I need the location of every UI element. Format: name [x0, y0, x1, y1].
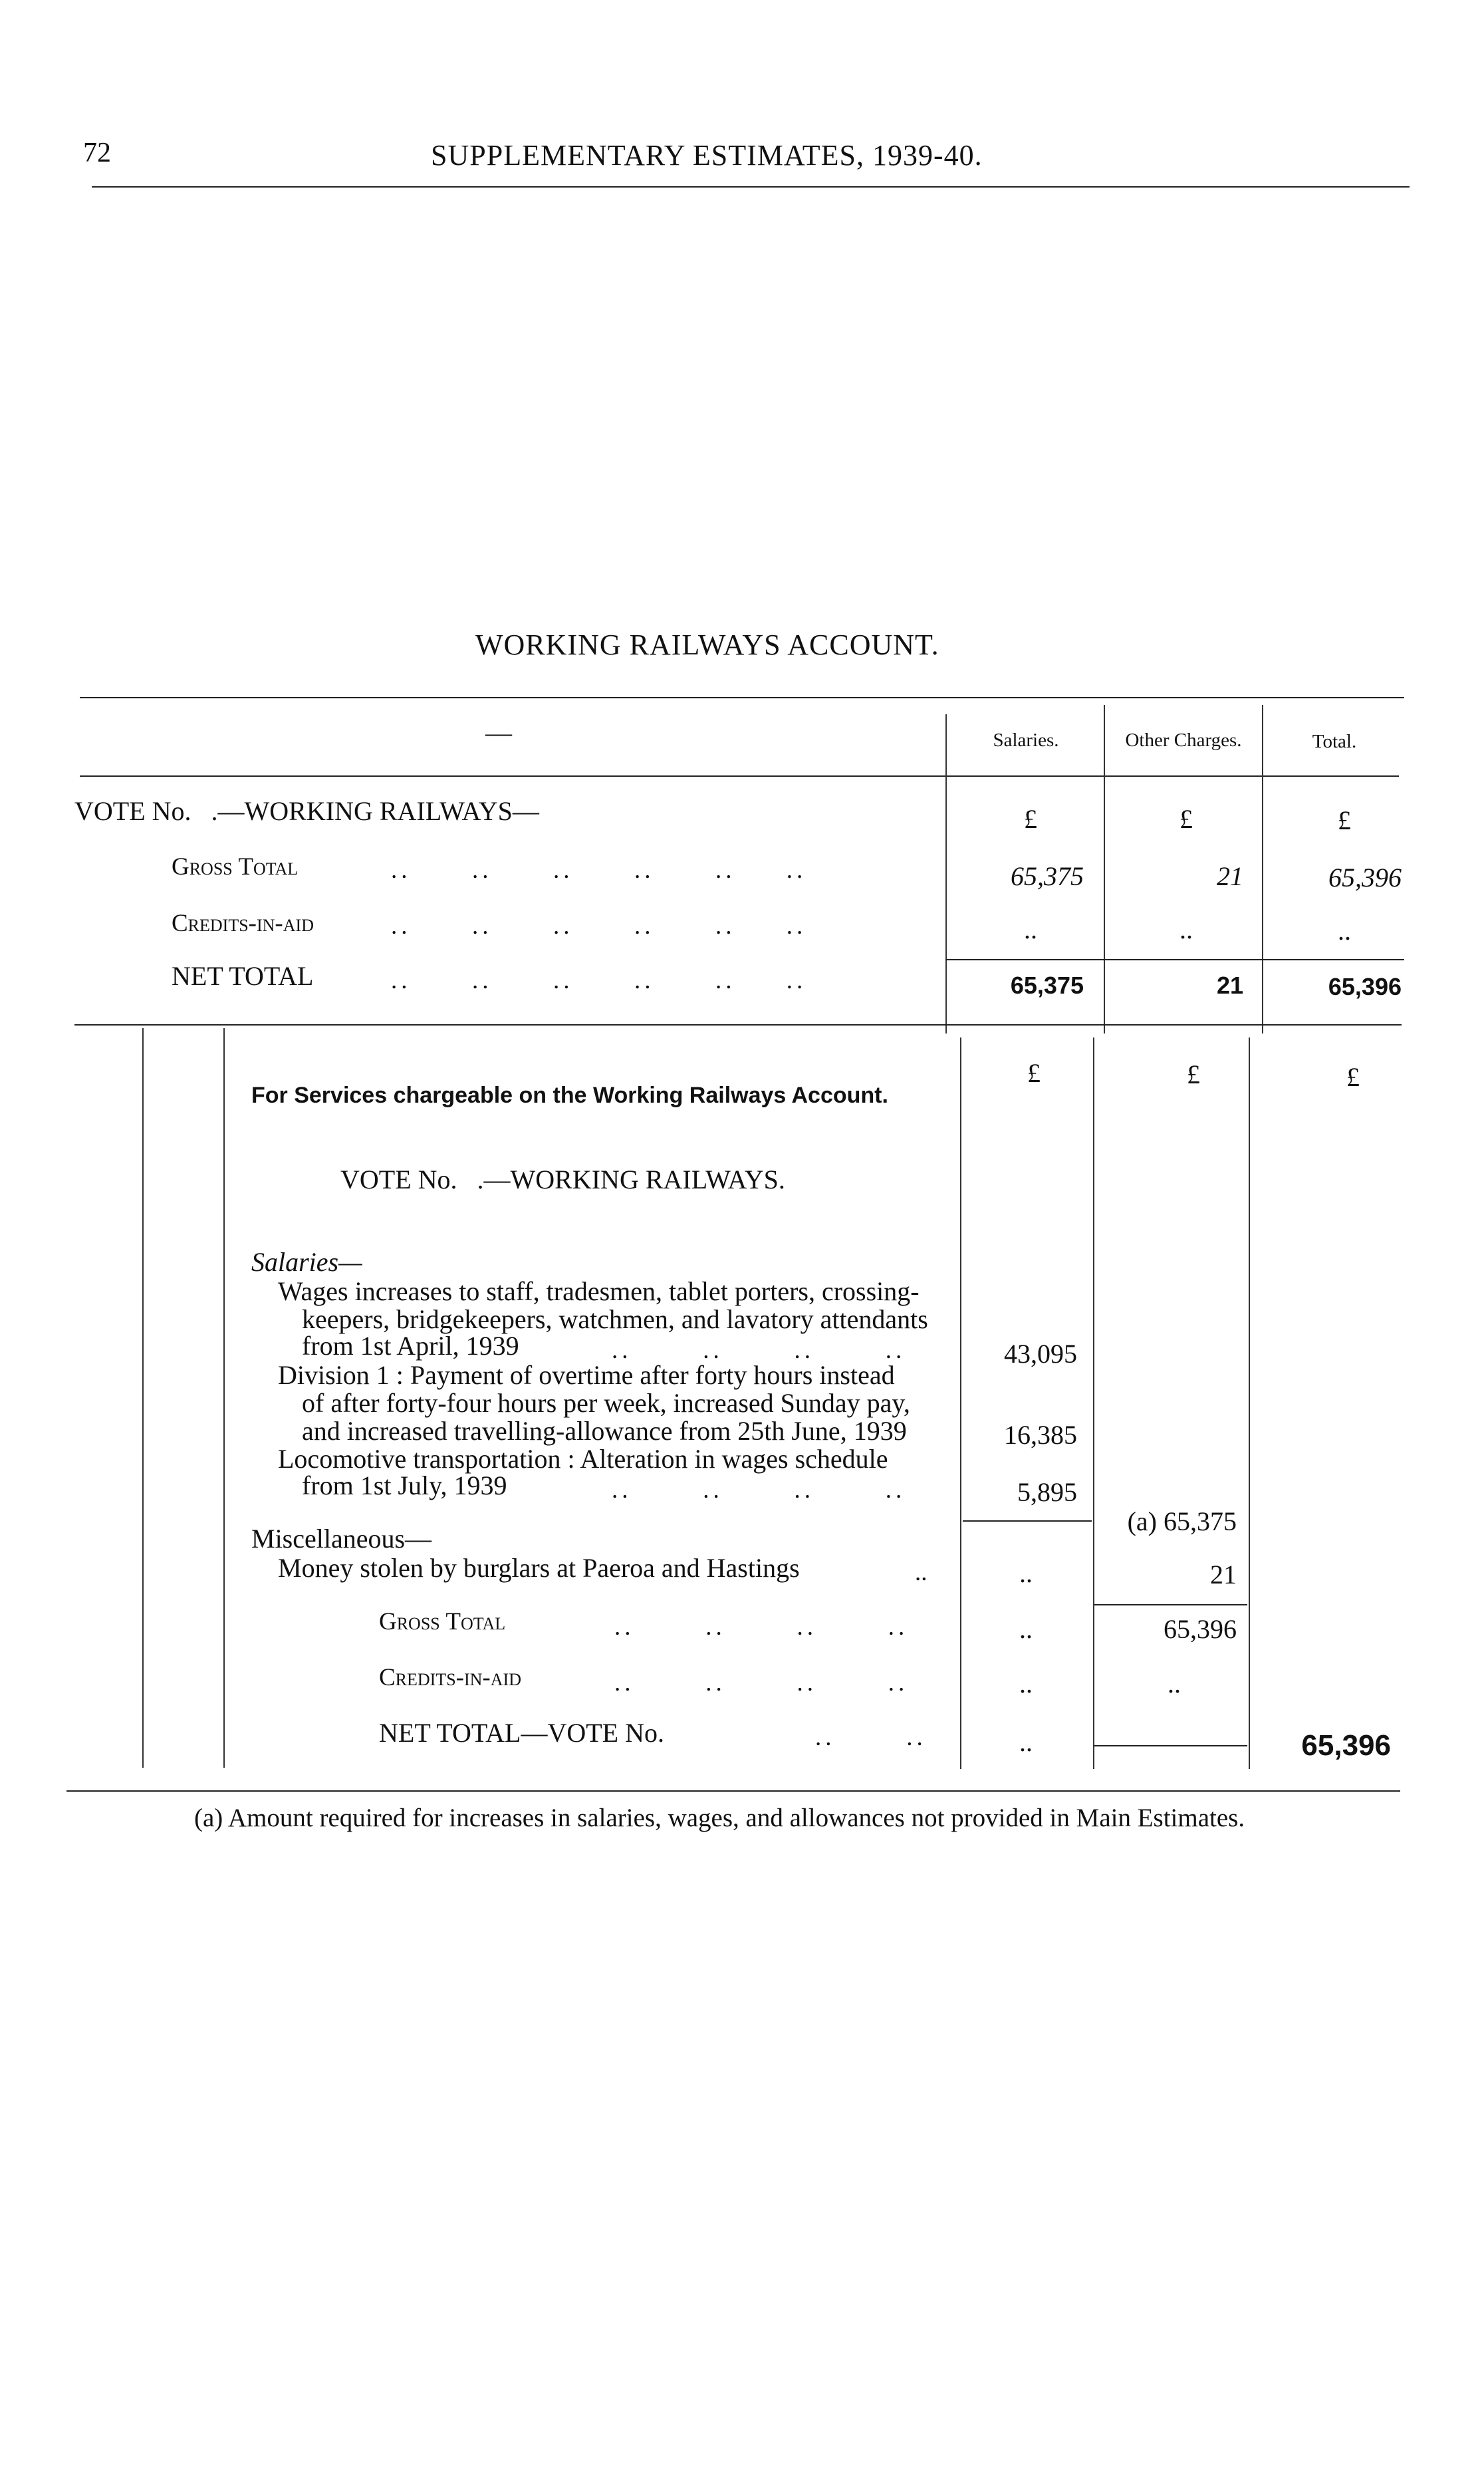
summary-gross-total: 65,396 [1328, 863, 1402, 893]
summary-col-divider-2 [1104, 705, 1105, 1034]
detail-salaries-subtotal-rule [963, 1520, 1092, 1522]
page-number: 72 [83, 138, 111, 168]
detail-currency-total: £ [1346, 1062, 1360, 1092]
detail-net-salaries: .. [1019, 1727, 1033, 1757]
summary-vote-heading: VOTE No. .—WORKING RAILWAYS— [74, 796, 539, 826]
summary-credits-total: .. [1338, 916, 1351, 946]
detail-net-rule [1094, 1745, 1247, 1746]
item-1-line-2: keepers, bridgekeepers, watchmen, and lavatory attendants [302, 1304, 928, 1334]
detail-credits-salaries: .. [1019, 1669, 1033, 1699]
misc-amount: 21 [1210, 1560, 1237, 1589]
detail-credits-label: Credits-in-aid [379, 1664, 521, 1691]
item-1-leader: .. .. .. .. [612, 1337, 906, 1364]
detail-gross-rule [1094, 1604, 1247, 1605]
detail-text-left-line [223, 1028, 225, 1768]
detail-net-leader: .. .. [815, 1724, 927, 1751]
detail-net-label: NET TOTAL—VOTE No. [379, 1718, 664, 1748]
summary-other-header: Other Charges. [1125, 730, 1242, 751]
summary-credits-other: .. [1179, 914, 1193, 944]
item-3-line-2: from 1st July, 1939 [302, 1470, 507, 1500]
salaries-subtotal: (a) 65,375 [1127, 1506, 1237, 1536]
summary-net-leader: .. .. .. .. .. .. [391, 967, 807, 994]
detail-gross-leader: .. .. .. .. [614, 1613, 909, 1641]
summary-credits-label: Credits-in-aid [172, 910, 314, 937]
summary-credits-salaries: .. [1024, 914, 1037, 944]
summary-net-rule [945, 959, 1404, 960]
detail-col-divider-3 [1249, 1037, 1250, 1769]
summary-gross-other: 21 [1217, 861, 1243, 891]
detail-credits-leader: .. .. .. .. [614, 1669, 909, 1697]
detail-col-divider-2 [1093, 1037, 1094, 1769]
detail-vote-heading: VOTE No. .—WORKING RAILWAYS. [340, 1165, 785, 1194]
detail-gross-label: Gross Total [379, 1608, 506, 1635]
running-title: SUPPLEMENTARY ESTIMATES, 1939-40. [431, 139, 983, 172]
detail-bottom-rule [66, 1790, 1400, 1792]
section-title: WORKING RAILWAYS ACCOUNT. [475, 628, 939, 661]
item-1-line-3: from 1st April, 1939 [302, 1331, 519, 1361]
summary-gross-salaries: 65,375 [1011, 861, 1084, 891]
summary-currency-total: £ [1338, 805, 1351, 835]
footnote: (a) Amount required for increases in salaries, wages, and allowances not provided in Main Estimates. [194, 1804, 1245, 1832]
item-2-line-3: and increased travelling-allowance from 25th June, 1939 [302, 1416, 907, 1446]
detail-gross-salaries: .. [1019, 1614, 1033, 1644]
item-2-amount: 16,385 [1004, 1420, 1077, 1450]
detail-credits-other: .. [1168, 1669, 1181, 1699]
summary-total-header: Total. [1312, 731, 1357, 752]
summary-gross-label: Gross Total [172, 853, 299, 881]
item-3-amount: 5,895 [1017, 1477, 1077, 1507]
summary-salaries-header: Salaries. [993, 730, 1059, 751]
detail-gross-other: 65,396 [1164, 1614, 1237, 1644]
item-3-leader: .. .. .. .. [612, 1476, 906, 1504]
summary-net-salaries: 65,375 [1010, 972, 1084, 999]
detail-currency-salaries: £ [1027, 1058, 1041, 1088]
misc-heading: Miscellaneous— [251, 1524, 432, 1554]
summary-gross-leader: .. .. .. .. .. .. [391, 857, 807, 884]
summary-col-divider-1 [945, 714, 947, 1034]
header-rule [92, 186, 1410, 188]
item-1-line-1: Wages increases to staff, tradesmen, tablet porters, crossing- [278, 1276, 920, 1306]
summary-net-other: 21 [1216, 972, 1243, 999]
summary-currency-other: £ [1179, 804, 1193, 834]
summary-top-rule [80, 697, 1404, 698]
item-3-line-1: Locomotive transportation : Alteration in wages schedule [278, 1444, 888, 1474]
summary-col-divider-3 [1262, 705, 1263, 1034]
summary-blank-header: — [485, 718, 512, 748]
summary-currency-salaries: £ [1024, 804, 1037, 834]
detail-currency-other: £ [1187, 1059, 1200, 1089]
item-1-amount: 43,095 [1004, 1339, 1077, 1369]
detail-net-total: 65,396 [1301, 1729, 1391, 1762]
item-2-line-1: Division 1 : Payment of overtime after forty hours instead [278, 1360, 895, 1390]
detail-top-rule [74, 1024, 1402, 1026]
item-2-line-2: of after forty-four hours per week, increased Sunday pay, [302, 1388, 910, 1418]
detail-left-margin-line [142, 1028, 144, 1768]
summary-header-rule [80, 775, 1399, 777]
salaries-heading: Salaries— [251, 1247, 362, 1277]
services-heading: For Services chargeable on the Working Railways Account. [251, 1083, 888, 1108]
summary-net-total: 65,396 [1328, 973, 1402, 1000]
summary-net-label: NET TOTAL [172, 961, 314, 991]
summary-credits-leader: .. .. .. .. .. .. [391, 912, 807, 940]
misc-leader: .. [915, 1559, 928, 1586]
misc-salaries: .. [1019, 1558, 1033, 1588]
misc-item: Money stolen by burglars at Paeroa and Hastings [278, 1553, 800, 1583]
detail-col-divider-1 [960, 1037, 961, 1769]
